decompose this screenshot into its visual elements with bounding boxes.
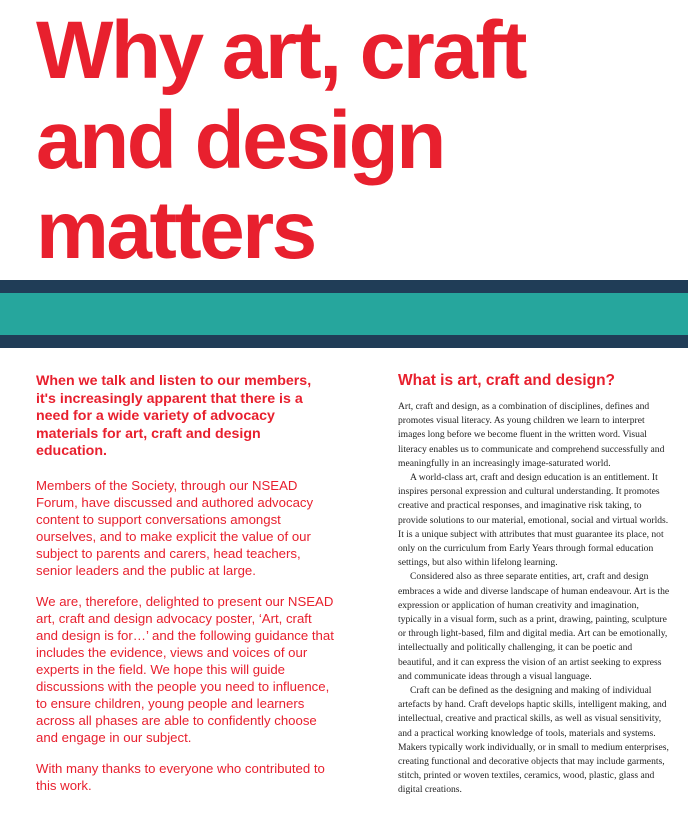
divider-band-teal: [0, 293, 688, 335]
body-paragraph: Considered also as three separate entities, art, craft and design embraces a wide and diverse landscape of human endeavour. Art is the expression or application of human creativity and imagination, typically in a visual form, such as a print, drawing, painting, sculpture or through light-based, film and digital media. Art can be emotionally, intellectually and politically challenging, it can be poetic and beautiful, and it can express the vision of an artist seeking to express and communicate ideas through a visual language.: [398, 571, 670, 682]
title-line-1: Why art, craft: [36, 5, 525, 96]
page-title: [36, 6, 525, 276]
divider-band-bottom: [0, 335, 688, 348]
intro-paragraph: Members of the Society, through our NSEAD Forum, have discussed and authored advocacy content to support conversations amongst ourselves, and to make explicit the value of our subject to parents and carers, head teachers, senior leaders and the public at large.: [36, 477, 314, 578]
divider-band-top: [0, 280, 688, 293]
body-paragraph: A world-class art, craft and design education is an entitlement. It inspires personal expression and cultural understanding. It promotes creative and practical responses, and imaginative risk taking, to provide solutions to our material, emotional, social and virtual worlds. It is a unique subject with attributes that must guarantee its place, not only on the curriculum from Early Years through formal education settings, but also within lifelong learning.: [398, 472, 669, 569]
intro-paragraph: We are, therefore, delighted to present our NSEAD art, craft and design advocacy poster, ‘Art, craft and design is for…’ and the following guidance that includes the evidence, views and voices of our experts in the field. We hope this will guide discussions with the people you need to influence, to ensure children, young people and learners across all phases are able to confidently choose and engage in our subject.: [36, 593, 334, 745]
intro-lead: When we talk and listen to our members, it's increasingly apparent that there is a need for a wide variety of advocacy materials for art, craft and design education.: [36, 373, 312, 459]
title-line-3: matters: [36, 185, 315, 276]
body-paragraph: Craft can be defined as the designing and making of individual artefacts by hand. Craft develops haptic skills, intelligent making, and intellectual, creative and practical skills, as well as visual sensitivity, and a practical working knowledge of tools, materials and systems. Makers typically work individually, or in small to medium enterprises, creating functional and decorative objects that may include garments, stitch, printed or woven textiles, ceramics, wood, plastic, glass and digital creations.: [398, 685, 669, 796]
intro-paragraph: With many thanks to everyone who contributed to this work.: [36, 760, 325, 793]
title-line-2: and design: [36, 95, 444, 186]
definition-column: [398, 372, 670, 798]
intro-column: [36, 373, 334, 808]
body-paragraph: Art, craft and design, as a combination of disciplines, defines and promotes visual literacy. As young children we learn to interpret images long before we become fluent in the written word. Visual literacy enables us to communicate and comprehend successfully and meaningfully in an increasingly image-saturated world.: [398, 401, 665, 469]
section-heading: What is art, craft and design?: [398, 372, 616, 389]
